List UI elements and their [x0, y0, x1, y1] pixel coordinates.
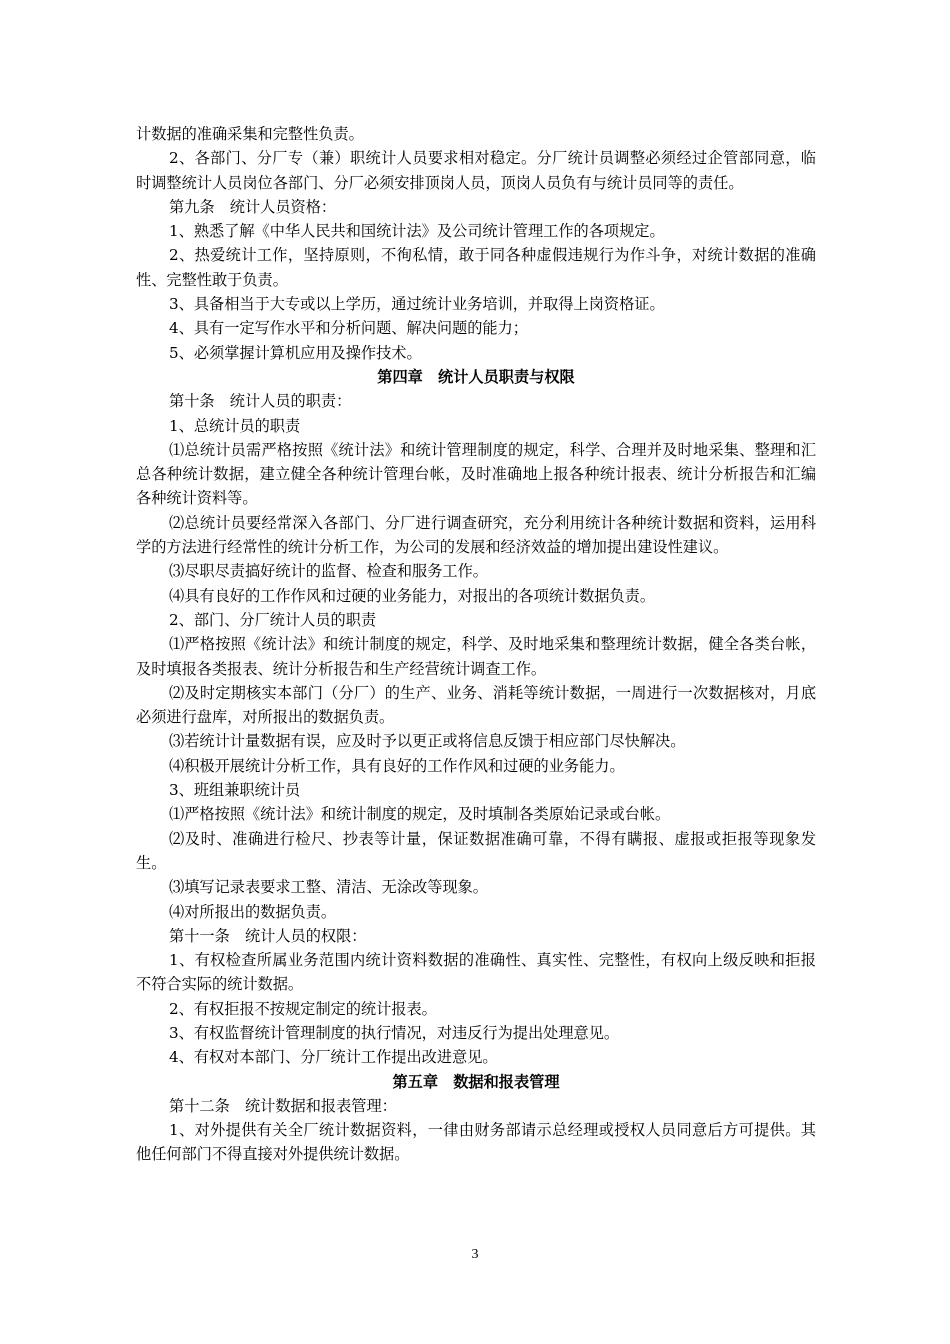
body-paragraph: 4、具有一定写作水平和分析问题、解决问题的能力；: [169, 319, 528, 338]
body-paragraph: 3、有权监督统计管理制度的执行情况，对违反行为提出处理意见。: [169, 1023, 620, 1042]
body-paragraph: ⑵总统计员要经常深入各部门、分厂进行调查研究，充分利用统计各种统计数据和资料，运用科学的方法进行经常性的统计分析工作，为公司的发展和经济效益的增加提出建设性建议。: [136, 513, 816, 557]
body-paragraph: ⑵及时、准确进行检尺、抄表等计量，保证数据准确可靠，不得有瞒报、虚报或拒报等现象发生。: [136, 829, 816, 872]
body-paragraph: ⑴严格按照《统计法》和统计制度的规定，及时填制各类原始记录或台帐。: [169, 805, 671, 824]
body-paragraph: 2、各部门、分厂专（兼）职统计人员要求相对稳定。分厂统计员调整必须经过企管部同意，临时调整统计人员岗位各部门、分厂必须安排顶岗人员，顶岗人员负有与统计员同等的责任。: [136, 149, 816, 192]
body-paragraph: ⑷积极开展统计分析工作，具有良好的工作作风和过硬的业务能力。: [169, 756, 625, 775]
body-paragraph: ⑷对所报出的数据负责。: [169, 902, 337, 921]
chapter-heading: 第五章 数据和报表管理: [392, 1072, 560, 1091]
body-paragraph: 3、具备相当于大专或以上学历，通过统计业务培训，并取得上岗资格证。: [169, 295, 665, 314]
body-paragraph: 1、对外提供有关全厂统计数据资料，一律由财务部请示总经理或授权人员同意后方可提供。其他任何部门不得直接对外提供统计数据。: [136, 1121, 816, 1164]
body-paragraph: 第九条 统计人员资格：: [169, 197, 337, 216]
document-body: [136, 122, 816, 1167]
body-paragraph: 2、热爱统计工作，坚持原则，不徇私情，敢于同各种虚假违规行为作斗争，对统计数据的准确性、完整性敢于负责。: [136, 246, 816, 289]
chapter-heading: 第四章 统计人员职责与权限: [377, 367, 575, 386]
body-paragraph: ⑷具有良好的工作作风和过硬的业务能力，对报出的各项统计数据负责。: [169, 586, 655, 605]
body-paragraph: 1、熟悉了解《中华人民共和国统计法》及公司统计管理工作的各项规定。: [169, 222, 665, 241]
body-paragraph: 2、有权拒报不按规定制定的统计报表。: [169, 999, 437, 1018]
body-paragraph: 计数据的准确采集和完整性负责。: [136, 125, 364, 143]
body-paragraph: 5、必须掌握计算机应用及操作技术。: [169, 343, 422, 362]
body-paragraph: 第十二条 统计数据和报表管理：: [169, 1096, 397, 1115]
body-paragraph: ⑶若统计计量数据有误，应及时予以更正或将信息反馈于相应部门尽快解决。: [169, 732, 686, 751]
body-paragraph: ⑵及时定期核实本部门（分厂）的生产、业务、消耗等统计数据，一周进行一次数据核对，月底必须进行盘库，对所报出的数据负责。: [136, 683, 816, 727]
body-paragraph: 第十条 统计人员的职责：: [169, 392, 352, 411]
body-paragraph: ⑴严格按照《统计法》和统计制度的规定，科学、及时地采集和整理统计数据，健全各类台帐，及时填报各类报表、统计分析报告和生产经营统计调查工作。: [136, 635, 816, 678]
body-paragraph: ⑴总统计员需严格按照《统计法》和统计管理制度的规定，科学、合理并及时地采集、整理和汇总各种统计数据，建立健全各种统计管理台帐，及时准确地上报各种统计报表、统计分析报告和汇编各种统计资料等。: [136, 440, 816, 508]
body-paragraph: 4、有权对本部门、分厂统计工作提出改进意见。: [169, 1048, 498, 1067]
body-paragraph: 2、部门、分厂统计人员的职责: [169, 610, 377, 629]
body-paragraph: 1、有权检查所属业务范围内统计资料数据的准确性、真实性、完整性，有权向上级反映和拒报不符合实际的统计数据。: [136, 951, 816, 994]
body-paragraph: 第十一条 统计人员的权限：: [169, 926, 367, 945]
body-paragraph: ⑶尽职尽责搞好统计的监督、检查和服务工作。: [169, 562, 488, 581]
body-paragraph: ⑶填写记录表要求工整、清洁、无涂改等现象。: [169, 878, 488, 897]
body-paragraph: 3、班组兼职统计员: [169, 781, 301, 800]
body-paragraph: 1、总统计员的职责: [169, 416, 301, 435]
page-number: 3: [471, 1247, 479, 1262]
